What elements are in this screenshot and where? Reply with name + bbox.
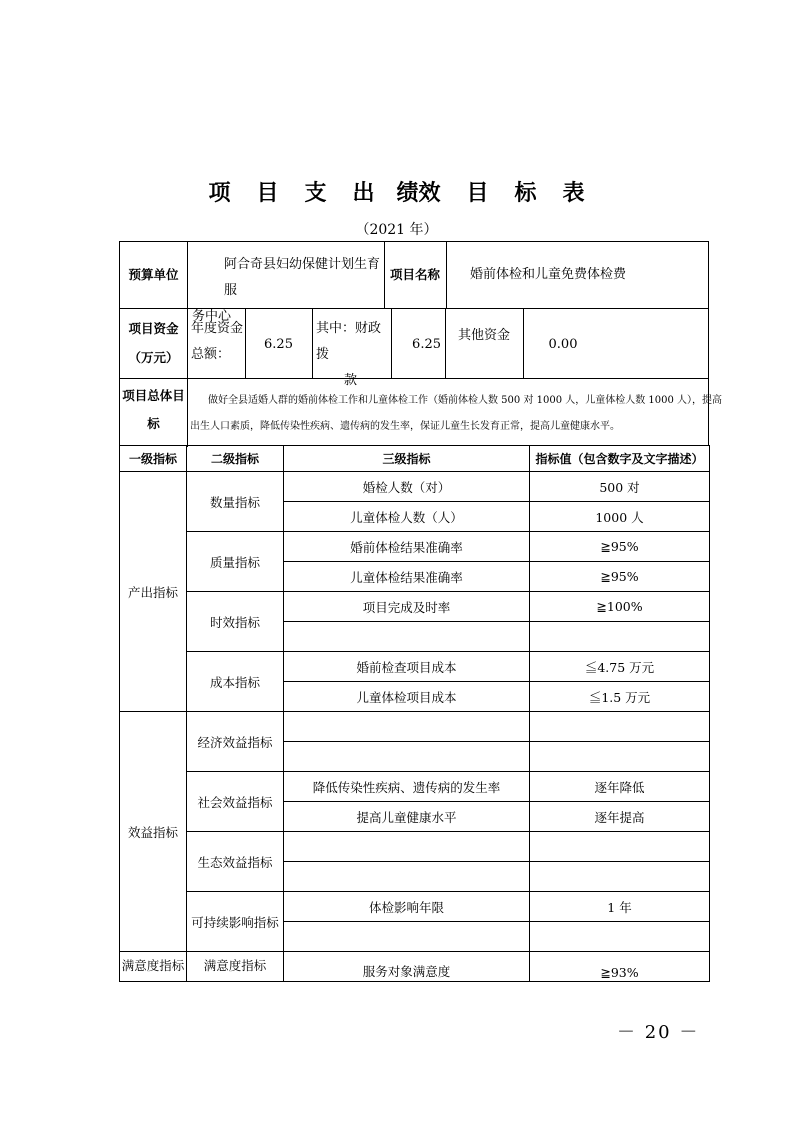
budget-unit-value-line2: 务中心 xyxy=(192,309,232,324)
level2-sustainability: 可持续影响指标 xyxy=(187,892,284,952)
annual-total-label-line1: 年度资金 xyxy=(191,321,244,336)
funds-label-line1: 项目资金 xyxy=(128,321,179,336)
table-cell-level3: 儿童体检人数（人） xyxy=(284,502,530,532)
table-cell-value: 1000 人 xyxy=(530,502,710,532)
table-cell-level3: 婚前检查项目成本 xyxy=(284,652,530,682)
budget-unit-value-line1: 阿合奇县妇幼保健计划生育服 xyxy=(224,257,381,298)
header-level3: 三级指标 xyxy=(284,446,530,472)
other-funds-value: 0.00 xyxy=(548,337,578,352)
title-char: 目 xyxy=(256,181,279,206)
table-cell-value xyxy=(530,712,710,742)
table-cell-value: ≦1.5 万元 xyxy=(530,682,710,712)
table-cell-level3: 服务对象满意度 xyxy=(284,952,530,982)
title-char: 标 xyxy=(514,181,537,206)
table-cell-value: ≧100% xyxy=(530,592,710,622)
table-cell-level3 xyxy=(284,922,530,952)
table-cell-value: ≦4.75 万元 xyxy=(530,652,710,682)
level2-economic: 经济效益指标 xyxy=(187,712,284,772)
table-cell-level3 xyxy=(284,832,530,862)
page-title xyxy=(0,176,793,207)
title-char: 项 xyxy=(208,181,231,206)
goal-label-line1: 项目总体目 xyxy=(122,388,185,403)
level1-satisfaction: 满意度指标 xyxy=(120,952,187,982)
table-cell-level3: 提高儿童健康水平 xyxy=(284,802,530,832)
table-cell-level3 xyxy=(284,862,530,892)
header-level2: 二级指标 xyxy=(187,446,284,472)
table-cell-level3: 降低传染性疾病、遗传病的发生率 xyxy=(284,772,530,802)
table-cell-level3 xyxy=(284,742,530,772)
level2-quantity: 数量指标 xyxy=(187,472,284,532)
indicator-table xyxy=(119,445,710,982)
info-block xyxy=(119,241,723,446)
table-cell-value xyxy=(530,862,710,892)
table-cell-level3: 项目完成及时率 xyxy=(284,592,530,622)
annual-total-label-line2: 总额： xyxy=(191,347,231,362)
subtitle-year: （2021 年） xyxy=(355,222,438,238)
table-cell-value: ≧95% xyxy=(530,562,710,592)
table-cell-value xyxy=(530,622,710,652)
fiscal-label xyxy=(316,316,390,394)
table-cell-value: 逐年降低 xyxy=(530,772,710,802)
goal-text-line1: 做好全县适婚人群的婚前体检工作和儿童体检工作（婚前体检人数 500 对 1000 人，儿童体检人数 1000 人），提高 xyxy=(208,395,723,406)
table-cell-value xyxy=(530,922,710,952)
level2-cost: 成本指标 xyxy=(187,652,284,712)
title-char: 表 xyxy=(562,181,585,206)
level2-ecological: 生态效益指标 xyxy=(187,832,284,892)
annual-total-value: 6.25 xyxy=(264,337,293,352)
fiscal-label-line1: 其中：财政拨 xyxy=(316,321,382,362)
table-cell-level3 xyxy=(284,712,530,742)
project-name-value: 婚前体检和儿童免费体检费 xyxy=(470,267,627,282)
table-cell-value: 逐年提高 xyxy=(530,802,710,832)
title-char: 绩效 xyxy=(396,181,441,206)
table-cell-value xyxy=(530,832,710,862)
project-name-label: 项目名称 xyxy=(389,267,440,282)
level2-satisfaction: 满意度指标 xyxy=(187,952,284,982)
table-cell-value: 500 对 xyxy=(530,472,710,502)
fiscal-value: 6.25 xyxy=(412,337,441,352)
level2-quality: 质量指标 xyxy=(187,532,284,592)
table-cell-value: ≧93% xyxy=(530,952,710,982)
title-char: 目 xyxy=(466,181,489,206)
table-cell-level3: 婚检人数（对） xyxy=(284,472,530,502)
level1-output: 产出指标 xyxy=(120,472,187,712)
funds-label xyxy=(120,314,187,372)
goal-label xyxy=(120,382,187,438)
page-number: － 20 － xyxy=(617,1022,700,1043)
budget-unit-label: 预算单位 xyxy=(128,267,179,282)
title-char: 出 xyxy=(352,181,375,206)
table-cell-value: 1 年 xyxy=(530,892,710,922)
goal-label-line2: 标 xyxy=(147,416,160,431)
funds-label-line2: （万元） xyxy=(128,350,179,365)
table-cell-level3 xyxy=(284,622,530,652)
fiscal-label-line2: 款 xyxy=(344,373,358,388)
title-char: 支 xyxy=(304,181,327,206)
goal-text xyxy=(190,388,723,440)
goal-text-line2: 出生人口素质，降低传染性疾病、遗传病的发生率，保证儿童生长发育正常，提高儿童健康水平。 xyxy=(190,421,620,432)
table-cell-level3: 儿童体检结果准确率 xyxy=(284,562,530,592)
table-cell-value: ≧95% xyxy=(530,532,710,562)
annual-total-label xyxy=(191,316,245,368)
other-funds-label: 其他资金 xyxy=(457,328,510,343)
level1-benefit: 效益指标 xyxy=(120,712,187,952)
table-cell-level3: 体检影响年限 xyxy=(284,892,530,922)
level2-social: 社会效益指标 xyxy=(187,772,284,832)
level2-timeliness: 时效指标 xyxy=(187,592,284,652)
table-cell-level3: 婚前体检结果准确率 xyxy=(284,532,530,562)
table-cell-level3: 儿童体检项目成本 xyxy=(284,682,530,712)
header-level1: 一级指标 xyxy=(120,446,187,472)
table-cell-value xyxy=(530,742,710,772)
header-value: 指标值（包含数字及文字描述） xyxy=(530,446,710,472)
